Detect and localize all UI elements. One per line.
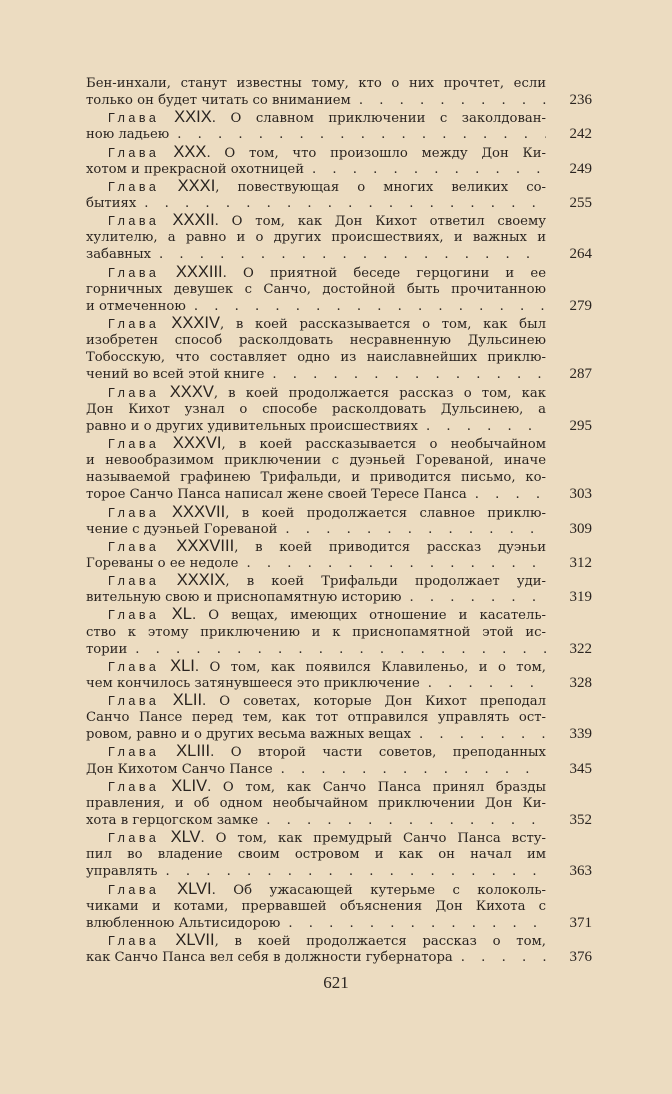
entry-text: и невообразимом приключении с дуэньей Гореваной, иначе (86, 453, 546, 469)
entry-text: хотом и прекрасной охотницей (86, 161, 304, 177)
toc-entry (86, 572, 592, 606)
chapter-label: Глава (108, 505, 160, 520)
entry-page-number: 249 (569, 160, 592, 177)
entry-text: чем кончилось затянувшееся это приключение (86, 675, 420, 691)
toc-entry (86, 109, 592, 143)
entry-text: Глава XXXIII. О приятной беседе герцогини и ее (108, 262, 547, 281)
toc-line (86, 932, 546, 949)
toc-line (86, 572, 546, 589)
toc-line (86, 554, 592, 572)
chapter-numeral: XXXVII (159, 502, 226, 521)
entry-page-number: 295 (569, 417, 592, 434)
toc-line (86, 417, 592, 435)
chapter-label: Глава (108, 316, 160, 331)
dot-leader (411, 726, 546, 743)
chapter-label: Глава (108, 385, 160, 400)
entry-text: хулителю, а равно и о других происшествиях, и важных и (86, 230, 546, 246)
toc-line (86, 726, 592, 743)
entry-text: горничных девушек с Санчо, достойной быть прочитанною (86, 281, 546, 297)
chapter-numeral: XXXIII (159, 262, 223, 281)
chapter-numeral: XXXII (159, 211, 215, 230)
chapter-numeral: XLII (159, 691, 203, 710)
chapter-label: Глава (108, 694, 160, 709)
entry-text: Глава XXXIV, в коей рассказывается о том, как был (108, 313, 546, 332)
toc-line (86, 640, 592, 658)
entry-page-number: 236 (569, 92, 592, 109)
entry-text: Дон Кихот узнал о способе расколдовать Дульсинею, а (86, 401, 546, 417)
entry-text: Глава XXXII. О том, как Дон Кихот ответил своему (108, 211, 546, 230)
entry-text: как Санчо Панса вел себя в должности губернатора (86, 950, 453, 966)
toc-line (86, 606, 546, 623)
toc-entry (86, 504, 592, 538)
entry-text: ною ладьею (86, 127, 170, 143)
entry-page-number: 322 (569, 640, 592, 657)
entry-text: изобретен способ расколдовать несравненную Дульсинею (86, 333, 546, 349)
entry-text: Санчо Пансе перед тем, как тот отправился управлять ост- (86, 710, 546, 726)
toc-entry (86, 75, 592, 109)
dot-leader (264, 366, 546, 383)
chapter-label: Глава (108, 745, 160, 760)
chapter-label: Глава (108, 574, 160, 589)
entry-text: Глава XXXV, в коей продолжается рассказ о том, как (108, 382, 546, 401)
entry-page-number: 376 (569, 949, 592, 966)
entry-text: Глава XXXI, повествующая о многих великих со- (108, 176, 547, 195)
entry-text: хота в герцогском замке (86, 813, 259, 829)
entry-text: чиками и котами, прервавшей объяснения Дон Кихота с (86, 898, 546, 914)
toc-entry (86, 743, 592, 777)
entry-text: забавных (86, 247, 152, 263)
toc-line (86, 349, 546, 366)
dot-leader (277, 521, 546, 538)
toc-entry (86, 829, 592, 880)
entry-text: Глава XLIII. О второй части советов, преподанных (108, 742, 546, 761)
entry-text: Бен-инхали, станут известны тому, кто о них прочтет, если (86, 76, 546, 91)
toc-line (86, 109, 546, 126)
toc-line (86, 246, 592, 263)
entry-text: только он будет читать со вниманием (86, 93, 351, 109)
chapter-numeral: XLVII (159, 931, 215, 950)
dot-leader (238, 555, 546, 572)
toc-line (86, 504, 546, 521)
toc-line (86, 743, 546, 760)
chapter-numeral: XLIII (159, 742, 211, 761)
chapter-label: Глава (108, 111, 160, 126)
entry-text: ровом, равно и о других весьма важных вещах (86, 727, 412, 743)
entry-text: Глава XLVII, в коей продолжается рассказ о том, (108, 931, 546, 950)
toc-line (86, 92, 592, 109)
toc-line (86, 212, 546, 229)
toc-line (86, 709, 546, 726)
toc-line (86, 160, 592, 178)
chapter-label: Глава (108, 659, 160, 674)
entry-text: вительную свою и приснопамятную историю (86, 590, 402, 606)
toc-line (86, 469, 546, 486)
chapter-numeral: XLI (159, 656, 195, 675)
toc-line (86, 401, 546, 418)
toc-line (86, 538, 546, 555)
dot-leader (127, 641, 546, 658)
entry-text: чение с дуэньей Гореваной (86, 521, 278, 537)
toc-line (86, 881, 546, 898)
entry-page-number: 303 (569, 486, 592, 503)
toc-line (86, 144, 546, 161)
toc-line (86, 229, 546, 246)
toc-entry (86, 178, 592, 212)
toc-line (86, 658, 546, 675)
entry-text: Дон Кихотом Санчо Пансе (86, 761, 273, 777)
entry-text: Глава XL. О вещах, имеющих отношение и касатель- (108, 605, 546, 624)
entry-page-number: 328 (569, 674, 592, 691)
toc-entry (86, 778, 592, 829)
toc-entry (86, 538, 592, 572)
dot-leader (467, 486, 546, 503)
toc-entry (86, 881, 592, 932)
toc-line (86, 194, 592, 212)
dot-leader (136, 195, 546, 212)
entry-text: Гореваны о ее недоле (86, 555, 239, 571)
toc-line (86, 898, 546, 915)
dot-leader (273, 761, 546, 778)
toc-line (86, 297, 592, 315)
chapter-numeral: XXXVIII (159, 536, 235, 555)
toc-entry (86, 658, 592, 692)
toc-line (86, 384, 546, 401)
chapter-numeral: XLVI (159, 879, 212, 898)
toc-line (86, 366, 592, 383)
toc-line (86, 949, 592, 966)
toc-line (86, 332, 546, 349)
toc-entry (86, 212, 592, 263)
entry-text: Глава XXXVIII, в коей приводится рассказ дуэньи (108, 536, 547, 555)
entry-page-number: 287 (569, 366, 592, 383)
dot-leader (151, 246, 546, 263)
entry-page-number: 312 (569, 554, 592, 571)
entry-text: управлять (86, 864, 158, 880)
dot-leader (418, 418, 546, 435)
chapter-numeral: XLV (159, 828, 201, 847)
chapter-label: Глава (108, 145, 160, 160)
toc-line (86, 435, 546, 452)
entry-text: и отмеченною (86, 298, 186, 314)
chapter-label: Глава (108, 882, 160, 897)
entry-text: Глава XLII. О советах, которые Дон Кихот преподал (108, 691, 546, 710)
toc-entry (86, 144, 592, 178)
entry-text: Глава XXX. О том, что произошло между Дон Ки- (108, 142, 546, 161)
entry-page-number: 242 (569, 126, 592, 143)
chapter-label: Глава (108, 539, 160, 554)
toc-line (86, 674, 592, 692)
chapter-label: Глава (108, 265, 160, 280)
toc-entry (86, 264, 592, 315)
toc-line (86, 589, 592, 606)
dot-leader (351, 92, 546, 109)
dot-leader (169, 126, 546, 143)
entry-text: называемой графинею Трифальди, и приводится письмо, ко- (86, 470, 546, 486)
entry-text: Глава XLIV. О том, как Санчо Панса принял бразды (108, 776, 546, 795)
chapter-label: Глава (108, 934, 160, 949)
toc-line (86, 75, 546, 92)
entry-text: Глава XXXVI, в коей рассказывается о необычайном (108, 433, 546, 452)
chapter-numeral: XL (159, 605, 192, 624)
toc-line (86, 178, 546, 195)
toc-line (86, 315, 546, 332)
entry-text: торое Санчо Панса написал жене своей Тересе Панса (86, 487, 467, 503)
toc-entry (86, 932, 592, 966)
chapter-numeral: XXXV (159, 382, 214, 401)
dot-leader (280, 915, 546, 932)
dot-leader (420, 675, 546, 692)
entry-text: Глава XXXVII, в коей продолжается славное приклю- (108, 502, 546, 521)
entry-page-number: 339 (569, 726, 592, 743)
dot-leader (258, 812, 546, 829)
toc-line (86, 795, 546, 812)
dot-leader (157, 863, 546, 880)
entry-page-number: 363 (569, 863, 592, 880)
chapter-numeral: XLIV (159, 776, 208, 795)
entry-text: Тобосскую, что составляет одно из наиславнейших приклю- (86, 350, 546, 366)
chapter-label: Глава (108, 608, 160, 623)
chapter-label: Глава (108, 436, 160, 451)
dot-leader (402, 589, 546, 606)
dot-leader (304, 161, 546, 178)
toc-line (86, 126, 592, 143)
toc-line (86, 264, 546, 281)
entry-text: чений во всей этой книге (86, 367, 265, 383)
toc-entry (86, 435, 592, 504)
entry-text: Глава XXXIX, в коей Трифальди продолжает уди- (108, 571, 546, 590)
dot-leader (453, 949, 546, 966)
entry-text: пил во владение своим островом и как он начал им (86, 847, 546, 863)
entry-page-number: 264 (569, 246, 592, 263)
entry-page-number: 309 (569, 520, 592, 537)
toc-line (86, 624, 546, 641)
entry-page-number: 345 (569, 760, 592, 777)
toc-line (86, 778, 546, 795)
entry-text: равно и о других удивительных происшествиях (86, 418, 418, 434)
chapter-label: Глава (108, 179, 160, 194)
entry-page-number: 255 (569, 194, 592, 211)
chapter-numeral: XXXIX (159, 571, 226, 590)
toc-line (86, 812, 592, 829)
chapter-numeral: XXIX (159, 108, 212, 127)
entry-text: ство к этому приключению и к приснопамятной этой ис- (86, 624, 546, 640)
toc-entry (86, 692, 592, 743)
toc-line (86, 520, 592, 538)
entry-page-number: 319 (569, 589, 592, 606)
entry-text: бытиях (86, 195, 137, 211)
toc-entry (86, 384, 592, 435)
toc-line (86, 692, 546, 709)
dot-leader (186, 298, 546, 315)
toc-entry (86, 606, 592, 657)
chapter-label: Глава (108, 779, 160, 794)
toc-line (86, 760, 592, 778)
toc-line (86, 914, 592, 932)
table-of-contents (86, 75, 592, 966)
entry-text: Глава XXIX. О славном приключении с заколдован- (108, 108, 546, 127)
chapter-label: Глава (108, 831, 160, 846)
toc-line (86, 846, 546, 863)
entry-text: Глава XLI. О том, как появился Клавиленьо, и о том, (108, 656, 546, 675)
chapter-numeral: XXXIV (159, 313, 220, 332)
toc-line (86, 486, 592, 503)
toc-line (86, 452, 546, 469)
entry-page-number: 279 (569, 297, 592, 314)
toc-line (86, 829, 546, 846)
chapter-numeral: XXXVI (159, 433, 222, 452)
entry-text: Глава XLVI. Об ужасающей кутерьме с колоколь- (108, 879, 546, 898)
chapter-numeral: XXX (159, 142, 207, 161)
entry-text: влюбленною Альтисидорою (86, 915, 281, 931)
toc-line (86, 281, 546, 298)
chapter-numeral: XXXI (159, 176, 216, 195)
entry-page-number: 352 (569, 812, 592, 829)
entry-text: правления, и об одном необычайном приключении Дон Ки- (86, 795, 546, 811)
entry-text: тории (86, 641, 128, 657)
entry-page-number: 371 (569, 914, 592, 931)
chapter-label: Глава (108, 214, 160, 229)
toc-entry (86, 315, 592, 384)
toc-line (86, 863, 592, 880)
page-number: 621 (323, 973, 349, 992)
entry-text: Глава XLV. О том, как премудрый Санчо Панса всту- (108, 828, 547, 847)
